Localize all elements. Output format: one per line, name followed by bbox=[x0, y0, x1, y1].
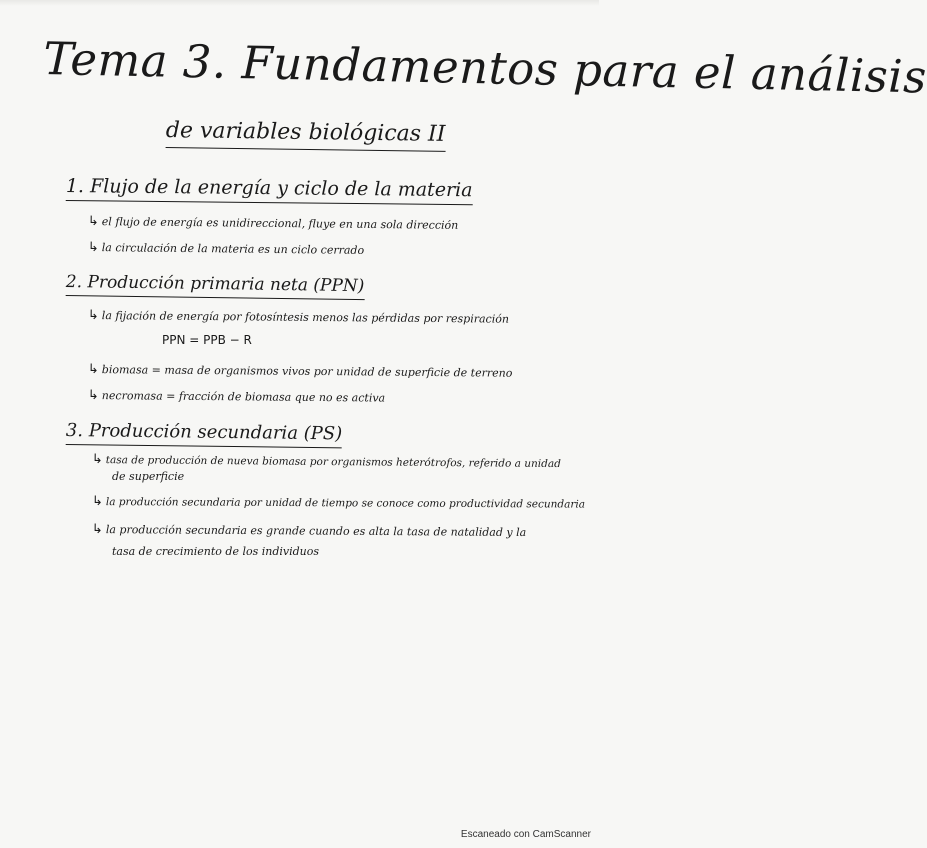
page-title: Tema 3. Fundamentos para el análisis bbox=[42, 32, 927, 104]
list-item bbox=[88, 308, 509, 327]
list-item bbox=[92, 522, 526, 540]
list-item-text: la producción secundaria es grande cuando es alta la tasa de natalidad y la bbox=[105, 523, 527, 540]
scanner-watermark: Escaneado con CamScanner bbox=[460, 829, 591, 840]
section-heading-ps: 3. Producción secundaria (PS) bbox=[66, 420, 343, 448]
list-item-text: el flujo de energía es unidireccional, fluye en una sola dirección bbox=[101, 215, 459, 232]
list-item-text: la producción secundaria por unidad de tiempo se conoce como productividad secundaria bbox=[105, 496, 586, 511]
page-subtitle: de variables biológicas II bbox=[166, 118, 446, 152]
hook-arrow-icon: ↳ bbox=[87, 362, 99, 378]
hook-arrow-icon: ↳ bbox=[91, 452, 103, 468]
hook-arrow-icon: ↳ bbox=[87, 388, 99, 404]
section-heading-ppn: 2. Producción primaria neta (PPN) bbox=[66, 272, 365, 300]
list-item bbox=[92, 452, 561, 471]
list-item-text: necromasa = fracción de biomasa que no es activa bbox=[101, 389, 386, 405]
list-item bbox=[88, 240, 364, 258]
list-item-text: tasa de producción de nueva biomasa por organismos heterótrofos, referido a unidad bbox=[105, 454, 561, 471]
list-item-text: la fijación de energía por fotosíntesis menos las pérdidas por respiración bbox=[101, 309, 510, 326]
list-item-continuation: de superficie bbox=[112, 470, 185, 483]
scan-edge bbox=[0, 0, 599, 6]
list-item-continuation: tasa de crecimiento de los individuos bbox=[112, 545, 320, 558]
hook-arrow-icon: ↳ bbox=[87, 308, 99, 324]
list-item-text: la circulación de la materia es un ciclo cerrado bbox=[101, 241, 365, 257]
list-item bbox=[92, 494, 585, 512]
hook-arrow-icon: ↳ bbox=[91, 494, 103, 510]
hook-arrow-icon: ↳ bbox=[91, 522, 103, 538]
list-item-text: biomasa = masa de organismos vivos por unidad de superficie de terreno bbox=[101, 363, 513, 380]
formula-ppn: PPN = PPB − R bbox=[162, 333, 252, 347]
section-heading-flujo: 1. Flujo de la energía y ciclo de la materia bbox=[66, 175, 473, 205]
list-item bbox=[88, 214, 458, 233]
list-item bbox=[88, 388, 385, 406]
hook-arrow-icon: ↳ bbox=[87, 214, 99, 230]
list-item bbox=[88, 362, 513, 381]
hook-arrow-icon: ↳ bbox=[87, 240, 99, 256]
